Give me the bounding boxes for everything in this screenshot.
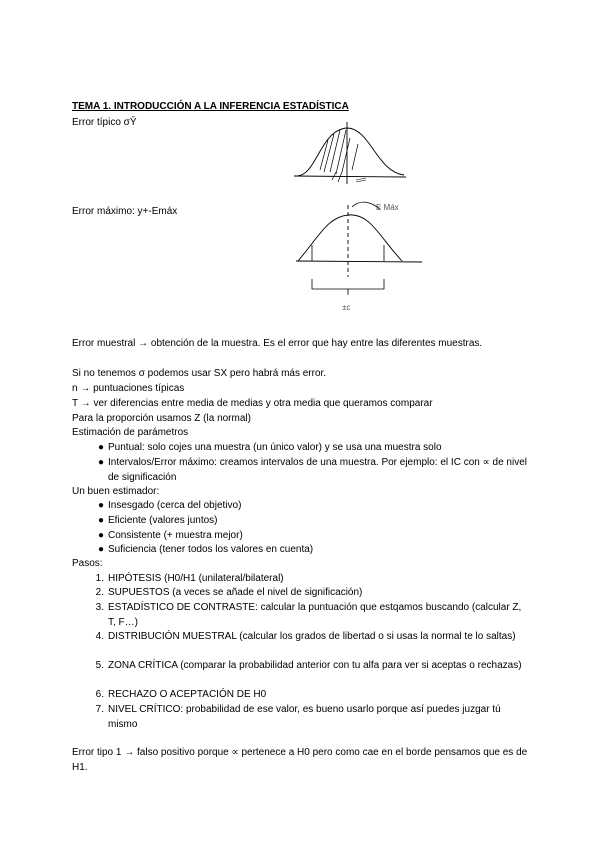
paragraph-n: n → puntuaciones típicas [72, 383, 185, 394]
paragraph-proporcion: Para la proporción usamos Z (la normal) [72, 413, 251, 424]
paragraph-error-tipo1: Error tipo 1 → falso positivo porque ∝ pertenece a H0 pero como cae en el borde pensamos que es de H1. [72, 747, 528, 773]
list-item: 4. DISTRIBUCIÓN MUESTRAL (calcular los grados de libertad o si usas la normal te lo saltas) [108, 629, 528, 644]
bullet-icon: ● [97, 457, 104, 468]
list-number: 1. [95, 573, 104, 584]
list-item: ● Eficiente (valores juntos) [108, 513, 528, 528]
list-number: 5. [95, 660, 104, 671]
list-number: 6. [95, 689, 104, 700]
list-item: 7. NIVEL CRÍTICO: probabilidad de ese valor, es bueno usarlo porque así puedes juzgar tú mismo [108, 702, 528, 732]
list-item: ● Intervalos/Error máximo: creamos intervalos de una muestra. Por ejemplo: el IC con ∝ de nivel de significación [108, 455, 528, 485]
page-title: TEMA 1. INTRODUCCIÓN A LA INFERENCIA ESTADÍSTICA [72, 101, 349, 112]
list-number: 7. [95, 704, 104, 715]
bell-curve-sketch-1 [292, 120, 412, 190]
paragraph-estimacion: Estimación de parámetros [72, 427, 189, 438]
bullet-icon: ● [97, 442, 104, 453]
paragraph-error-muestral: Error muestral → obtención de la muestra. Es el error que hay entre las diferentes muestras. [72, 338, 483, 349]
list-item: ● Consistente (+ muestra mejor) [108, 528, 528, 543]
bullet-icon: ● [97, 530, 104, 541]
list-item: 3. ESTADÍSTICO DE CONTRASTE: calcular la puntuación que estqamos buscando (calcular Z, T, F…) [108, 600, 528, 630]
paragraph-t: T → ver diferencias entre media de medias y otra media que queramos comparar [72, 398, 433, 409]
list-item: 6. RECHAZO O ACEPTACIÓN DE H0 [108, 687, 528, 702]
bullet-icon: ● [97, 500, 104, 511]
paragraph-pasos: Pasos: [72, 558, 103, 569]
bullet-icon: ● [97, 515, 104, 526]
list-item: 5. ZONA CRÍTICA (comparar la probabilidad anterior con tu alfa para ver si aceptas o rechazas) [108, 658, 528, 673]
list-item: ● Suficiencia (tener todos los valores en cuenta) [108, 542, 528, 557]
paragraph-sigma: Si no tenemos σ podemos usar SX pero habrá más error. [72, 368, 327, 379]
list-number: 3. [95, 602, 104, 613]
list-item: 2. SUPUESTOS (a veces se añade el nivel de significación) [108, 585, 528, 600]
list-number: 4. [95, 631, 104, 642]
list-number: 2. [95, 587, 104, 598]
error-tipico-text: Error típico σȲ [72, 117, 137, 128]
list-item: 1. HIPÓTESIS (H0/H1 (unilateral/bilateral) [108, 571, 528, 586]
bell-curve-sketch-2 [292, 195, 432, 320]
bullet-icon: ● [97, 544, 104, 555]
paragraph-buen-estimador: Un buen estimador: [72, 486, 160, 497]
list-item: ● Insesgado (cerca del objetivo) [108, 498, 528, 513]
list-item: ● Puntual: solo cojes una muestra (un único valor) y se usa una muestra solo [108, 440, 528, 455]
emax-sketch-label: E Máx [376, 203, 399, 212]
error-maximo-text: Error máximo: y+-Emáx [72, 206, 178, 217]
pm-sketch-label: ±c [342, 303, 351, 312]
